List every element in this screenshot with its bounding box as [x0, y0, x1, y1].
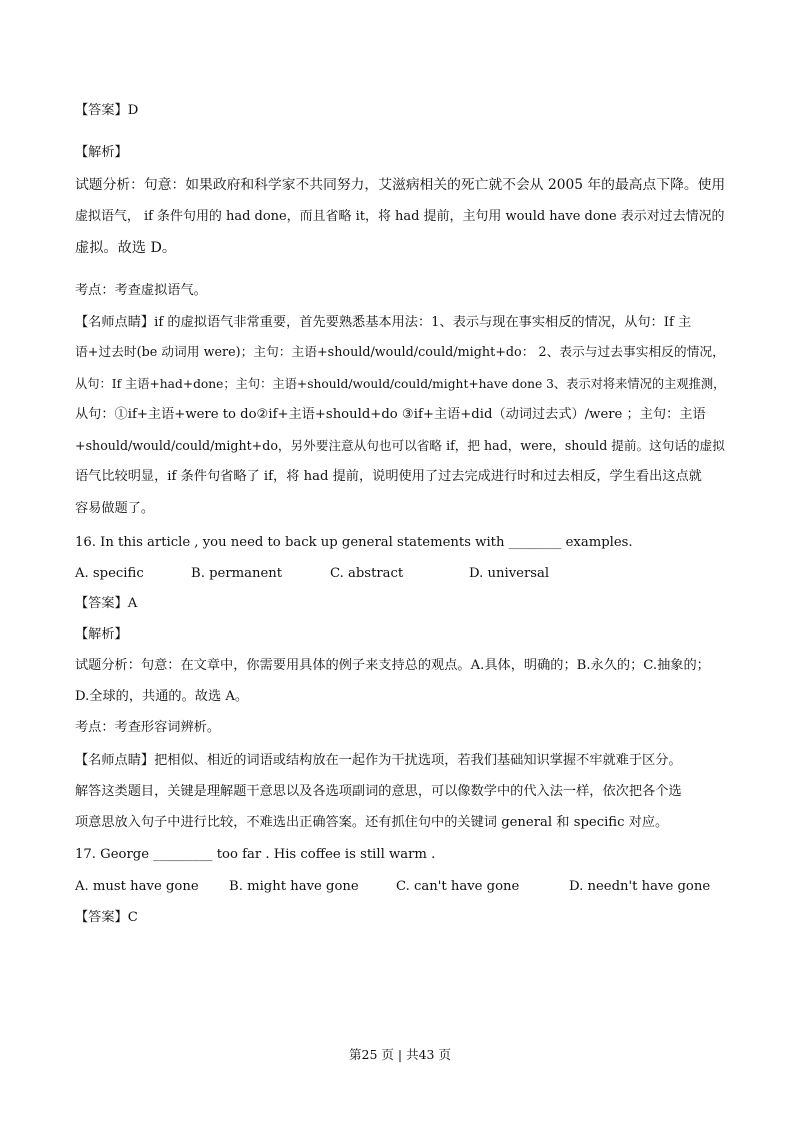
q16-question: 16. In this article , you need to back up general statements with ________ examples. [75, 535, 633, 550]
q15-analysis-title: 【解析】 [75, 145, 128, 160]
q17-question: 17. George _________ too far . His coffee is still warm . [75, 847, 436, 862]
q16-analysis-title: 【解析】 [75, 627, 128, 642]
q16-answer: 【答案】A [75, 596, 138, 611]
q16-analysis-line-1: 试题分析：句意：在文章中，你需要用具体的例子来支持总的观点。A.具体，明确的；B.永久的；C.抽象的； [75, 658, 710, 673]
q15-tip-line-6: 语气比较明显，if 条件句省略了 if，将 had 提前，说明使用了过去完成进行时和过去相反，学生看出这点就 [75, 469, 702, 484]
q16-option-c: C. abstract [330, 566, 404, 581]
q16-analysis-line-2: D.全球的，共通的。故选 A。 [75, 689, 249, 704]
q16-option-b: B. permanent [191, 566, 283, 581]
q17-option-c: C. can't have gone [396, 879, 520, 894]
q16-tip-line-2: 解答这类题目，关键是理解题干意思以及各选项副词的意思，可以像数学中的代入法一样，依次把各个选 [75, 784, 682, 799]
q17-option-a: A. must have gone [75, 879, 199, 894]
q17-option-d: D. needn't have gone [569, 879, 711, 894]
q17-answer: 【答案】C [75, 910, 138, 925]
q16-tip-line-3: 项意思放入句子中进行比较，不难选出正确答案。还有抓住句中的关键词 general 和 specific 对应。 [75, 815, 669, 830]
q15-analysis-line-3: 虚拟。故选 D。 [75, 240, 177, 256]
q17-option-b: B. might have gone [229, 879, 359, 894]
q16-option-a: A. specific [75, 566, 144, 581]
q15-analysis-line-1: 试题分析：句意：如果政府和科学家不共同努力，艾滋病相关的死亡就不会从 2005 年的最高点下降。使用 [75, 177, 726, 193]
q15-tip-line-2: 语+过去时(be 动词用 were)；主句：主语+should/would/could/might+do： 2、表示与过去事实相反的情况， [75, 345, 725, 360]
q15-analysis-line-2: 虚拟语气， if 条件句用的 had done，而且省略 it，将 had 提前，主句用 would have done 表示对过去情况的 [75, 209, 725, 224]
q15-answer: 【答案】D [75, 103, 139, 118]
q15-tip-line-5: +should/would/could/might+do，另外要注意从句也可以省略 if，把 had，were，should 提前。这句话的虚拟 [75, 438, 725, 453]
q15-tip-line-3: 从句：If 主语+had+done；主句：主语+should/would/could/might+have done 3、表示对将来情况的主观推测， [75, 377, 726, 391]
q15-tip-line-4: 从句：①if+主语+were to do②if+主语+should+do ③if+主语+did（动词过去式）/were ；主句：主语 [75, 407, 706, 422]
q15-point: 考点：考查虚拟语气。 [75, 283, 207, 298]
q15-tip-line-1: 【名师点睛】if 的虚拟语气非常重要，首先要熟悉基本用法：1、表示与现在事实相反的情况，从句：If 主 [75, 315, 692, 330]
q16-option-d: D. universal [469, 566, 550, 581]
q16-tip-line-1: 【名师点睛】把相似、相近的词语或结构放在一起作为干扰选项，若我们基础知识掌握不牢就难于区分。 [75, 753, 682, 768]
q15-tip-line-7: 容易做题了。 [75, 501, 155, 516]
q16-point: 考点：考查形容词辨析。 [75, 720, 221, 735]
page-number-footer: 第25 页 | 共43 页 [349, 1047, 451, 1062]
